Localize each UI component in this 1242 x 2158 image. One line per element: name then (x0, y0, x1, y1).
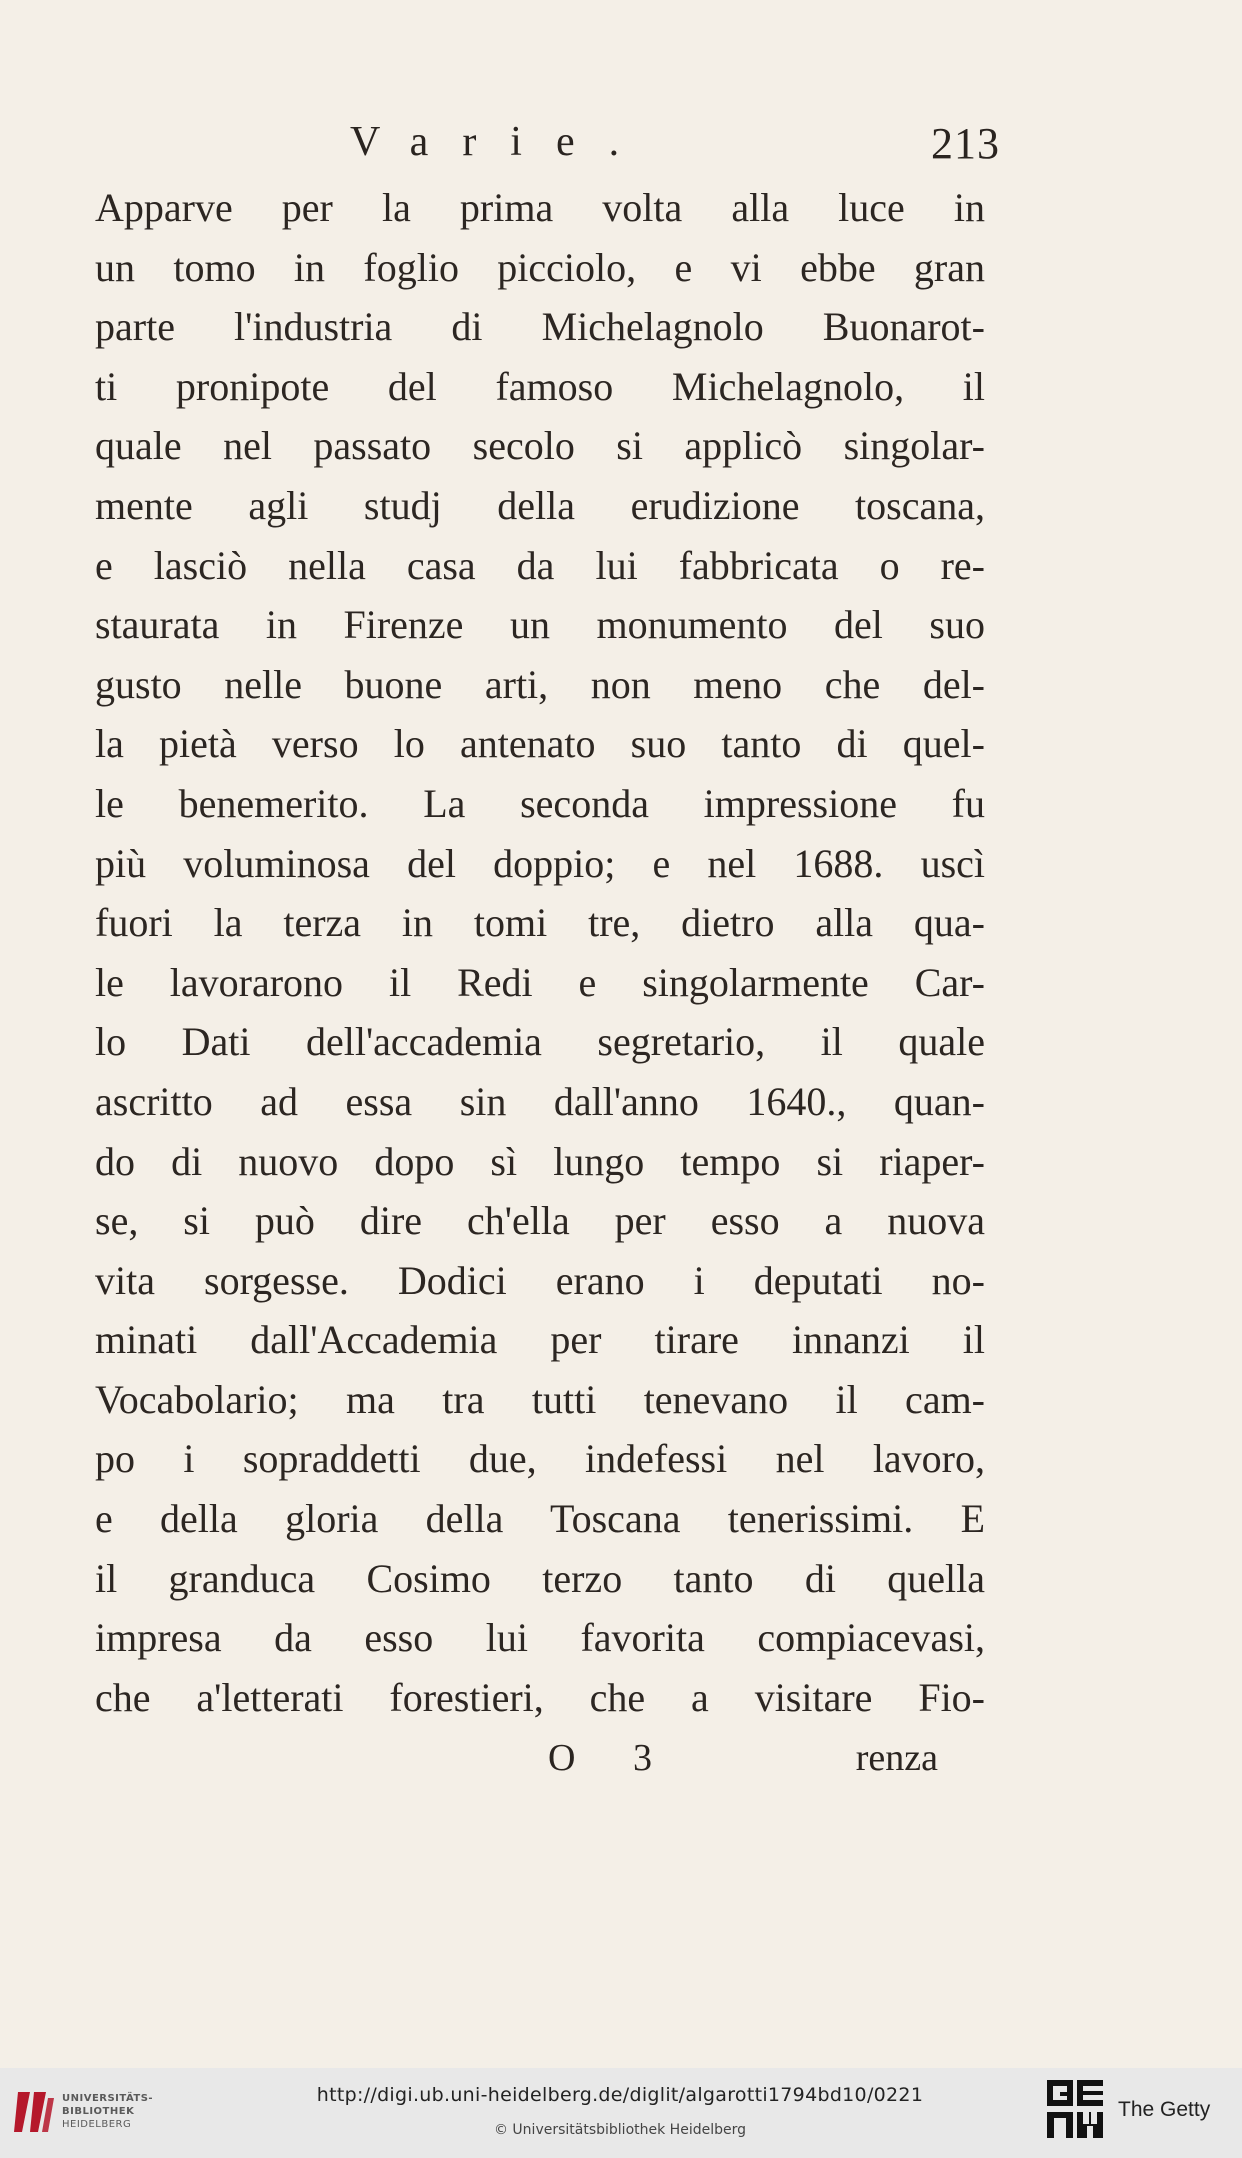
text-line: un tomo in foglio picciolo, e vi ebbe gran (95, 244, 985, 290)
body-text (95, 178, 985, 1727)
page-foot (548, 1736, 938, 1788)
text-line: Vocabolario; ma tra tutti tenevano il cam- (95, 1376, 985, 1422)
text-line: ti pronipote del famoso Michelagnolo, il (95, 363, 985, 409)
catchword: renza (855, 1737, 938, 1779)
permalink-url[interactable]: http://digi.ub.uni-heidelberg.de/diglit/algarotti1794bd10/0221 (316, 2084, 924, 2106)
page-number: 213 (931, 119, 1000, 168)
signature-mark: O 3 (548, 1737, 676, 1779)
text-line: lo Dati dell'accademia segretario, il quale (95, 1019, 985, 1065)
text-line: il granduca Cosimo terzo tanto di quella (95, 1555, 985, 1601)
text-line: che a'letterati forestieri, che a visitare Fio- (95, 1674, 985, 1720)
text-line: se, si può dire ch'ella per esso a nuova (95, 1198, 985, 1244)
text-line: le benemerito. La seconda impressione fu (95, 780, 985, 826)
text-line: fuori la terza in tomi tre, dietro alla qua- (95, 900, 985, 946)
text-line: parte l'industria di Michelagnolo Buonarot- (95, 304, 985, 350)
text-line: impresa da esso lui favorita compiacevasi, (95, 1615, 985, 1661)
text-line: ascritto ad essa sin dall'anno 1640., quan- (95, 1078, 985, 1124)
ub-heidelberg-logo[interactable] (12, 2082, 166, 2142)
copyright-notice: © Universitätsbibliothek Heidelberg (493, 2122, 746, 2138)
text-line: po i sopraddetti due, indefessi nel lavoro, (95, 1436, 985, 1482)
library-name (62, 2092, 153, 2131)
text-line: mente agli studj della erudizione toscana, (95, 482, 985, 528)
partner-name: The Getty (1118, 2098, 1211, 2121)
text-line: gusto nelle buone arti, non meno che del- (95, 661, 985, 707)
text-line: do di nuovo dopo sì lungo tempo si riaper- (95, 1138, 985, 1184)
text-line: Apparve per la prima volta alla luce in (95, 185, 985, 230)
viewer-footer (0, 2068, 1242, 2158)
text-line: quale nel passato secolo si applicò singolar- (95, 423, 985, 469)
library-name-line: HEIDELBERG (62, 2119, 132, 2130)
text-line: minati dall'Accademia per tirare innanzi il (95, 1317, 985, 1363)
running-title: Varie. (350, 119, 654, 165)
text-line: e lasciò nella casa da lui fabbricata o re- (95, 542, 985, 588)
text-line: vita sorgesse. Dodici erano i deputati no- (95, 1257, 985, 1303)
text-line: più voluminosa del doppio; e nel 1688. uscì (95, 840, 985, 886)
text-line: le lavorarono il Redi e singolarmente Car- (95, 959, 985, 1005)
getty-logo-icon[interactable] (1045, 2078, 1105, 2144)
ub-heidelberg-logo-icon (12, 2088, 56, 2136)
text-line: la pietà verso lo antenato suo tanto di quel- (95, 721, 985, 767)
text-line: staurata in Firenze un monumento del suo (95, 602, 985, 648)
running-head (350, 118, 1000, 168)
text-line: e della gloria della Toscana tenerissimi. E (95, 1496, 985, 1542)
library-name-line: UNIVERSITÄTS- (62, 2093, 154, 2104)
library-name-line: BIBLIOTHEK (62, 2106, 135, 2117)
